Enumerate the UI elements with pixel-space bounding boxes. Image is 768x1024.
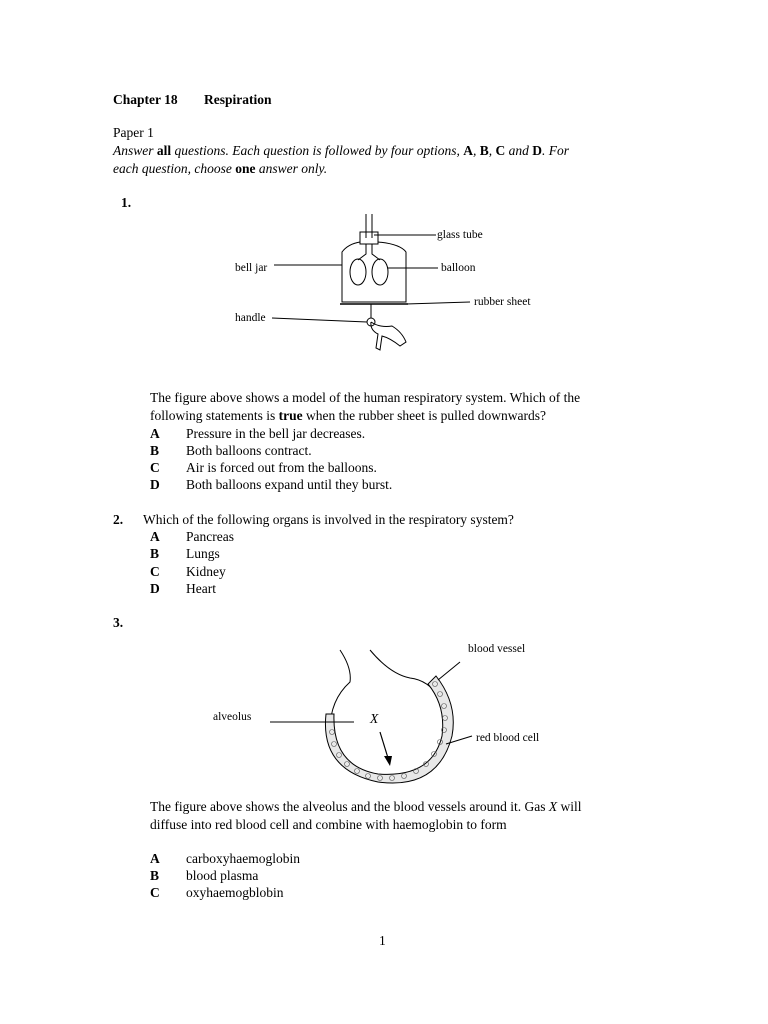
bell-jar-diagram [230,210,460,360]
option-text: carboxyhaemoglobin [186,851,300,866]
instructions-line-2: each question, choose one answer only. [113,161,328,176]
alveolus-diagram [260,640,560,790]
label-red-blood-cell: red blood cell [476,732,540,744]
option-letter: B [150,868,160,883]
page-number: 1 [379,933,386,948]
option-letter: C [150,564,160,579]
option-text: Both balloons expand until they burst. [186,477,393,492]
option-text: Heart [186,581,216,596]
label-alveolus: alveolus [213,711,252,723]
question-3-number: 3. [113,615,124,630]
option-letter: A [150,529,160,544]
option-letter: C [150,460,160,475]
question-2-stem: Which of the following organs is involved in the respiratory system? [143,512,514,527]
option-letter: C [150,885,160,900]
question-1-stem-line-1: The figure above shows a model of the human respiratory system. Which of the [150,390,581,405]
option-letter: A [150,851,160,866]
paper-label: Paper 1 [113,125,154,140]
label-glass-tube: glass tube [437,229,483,241]
question-1-stem-line-2: following statements is true when the rubber sheet is pulled downwards? [150,408,546,423]
option-text: Kidney [186,564,226,579]
option-text: oxyhaemogblobin [186,885,284,900]
label-gas-x: X [370,711,379,726]
question-3-stem-line-2: diffuse into red blood cell and combine with haemoglobin to form [150,817,507,832]
option-text: Lungs [186,546,220,561]
label-balloon: balloon [441,262,476,274]
chapter-number: Chapter 18 [113,92,178,107]
option-letter: D [150,581,160,596]
option-text: Pressure in the bell jar decreases. [186,426,366,441]
label-bell-jar: bell jar [235,262,268,274]
option-text: Both balloons contract. [186,443,312,458]
label-handle: handle [235,312,266,324]
option-letter: B [150,546,160,561]
question-2-number: 2. [113,512,124,527]
label-rubber-sheet: rubber sheet [474,296,531,308]
question-3-stem-line-1: The figure above shows the alveolus and the blood vessels around it. Gas X will [150,799,582,814]
option-letter: A [150,426,160,441]
label-blood-vessel: blood vessel [468,643,526,655]
option-text: Pancreas [186,529,234,544]
option-letter: B [150,443,160,458]
option-text: blood plasma [186,868,259,883]
option-text: Air is forced out from the balloons. [186,460,377,475]
option-letter: D [150,477,160,492]
chapter-title: Respiration [204,92,272,107]
question-1-number: 1. [121,195,132,210]
instructions-line-1: Answer all questions. Each question is followed by four options, A, B, C and D. For [113,143,570,158]
